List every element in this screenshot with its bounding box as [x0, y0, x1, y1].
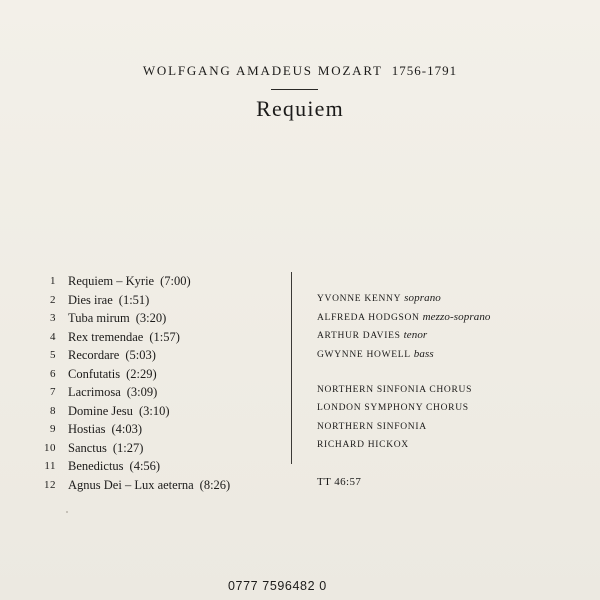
work-title: Requiem	[256, 96, 344, 121]
total-time: TT 46:57	[317, 476, 362, 488]
track-duration: (3:10)	[138, 403, 170, 418]
catalog-number: 0777 7596482 0	[228, 579, 327, 593]
track-number: 11	[44, 460, 56, 472]
soloist-credit	[317, 348, 434, 360]
ensemble-credit: LONDON SYMPHONY CHORUS	[317, 403, 469, 413]
soloist-name: ARTHUR DAVIES	[317, 331, 401, 341]
track-list	[30, 272, 280, 494]
soloist-role: mezzo-soprano	[422, 310, 491, 323]
track-title: Benedictus	[68, 459, 124, 473]
track-number: 7	[50, 386, 56, 398]
track-duration: (8:26)	[199, 477, 231, 492]
track-duration: (7:00)	[160, 274, 191, 288]
soloist-role: soprano	[404, 292, 441, 304]
soloist-name: GWYNNE HOWELL	[317, 349, 411, 360]
track-title: Requiem – Kyrie	[68, 274, 155, 288]
soloist-name: ALFREDA HODGSON	[317, 312, 420, 323]
track-duration: (1:51)	[118, 292, 150, 307]
track-number: 12	[44, 478, 56, 491]
column-divider	[291, 272, 292, 464]
track-title: Hostias	[68, 422, 106, 436]
track-duration: (1:27)	[112, 440, 144, 455]
track-item	[30, 291, 280, 310]
track-title: Lacrimosa	[68, 385, 121, 399]
track-duration: (5:03)	[125, 348, 156, 362]
track-number: 6	[50, 367, 56, 380]
track-number: 2	[50, 293, 56, 306]
track-number: 9	[50, 423, 56, 435]
soloist-credit	[317, 311, 491, 323]
soloist-role: bass	[413, 347, 434, 360]
track-item	[30, 420, 280, 439]
track-title: Agnus Dei – Lux aeterna	[68, 477, 194, 492]
track-title: Dies irae	[68, 292, 113, 307]
soloist-credit	[317, 292, 441, 304]
track-title: Rex tremendae	[68, 329, 144, 344]
track-number: 5	[50, 349, 56, 361]
track-duration: (4:56)	[129, 459, 161, 473]
track-duration: (3:09)	[126, 385, 158, 399]
track-item	[30, 402, 280, 421]
title-rule	[271, 89, 318, 90]
composer-line	[0, 63, 600, 79]
composer-years: 1756-1791	[391, 63, 458, 78]
track-title: Confutatis	[68, 366, 121, 381]
track-number: 10	[44, 441, 56, 454]
track-item	[30, 328, 280, 347]
track-number: 4	[50, 330, 56, 343]
track-number: 3	[50, 312, 56, 324]
track-title: Recordare	[68, 348, 120, 362]
track-duration: (1:57)	[149, 329, 180, 344]
track-item	[30, 476, 280, 495]
soloist-name: YVONNE KENNY	[317, 294, 402, 304]
track-number: 8	[50, 404, 56, 417]
paper-speck	[66, 511, 68, 513]
soloist-credit	[317, 329, 427, 341]
track-duration: (2:29)	[126, 366, 157, 381]
track-item	[30, 365, 280, 384]
track-item	[30, 346, 280, 365]
track-title: Domine Jesu	[68, 403, 133, 418]
track-duration: (4:03)	[111, 422, 143, 436]
track-title: Sanctus	[68, 440, 107, 455]
track-duration: (3:20)	[135, 311, 167, 325]
track-item	[30, 272, 280, 291]
track-item	[30, 383, 280, 402]
track-item	[30, 457, 280, 476]
ensemble-credit: NORTHERN SINFONIA CHORUS	[317, 384, 473, 395]
composer-name: WOLFGANG AMADEUS MOZART	[142, 63, 383, 78]
track-title: Tuba mirum	[68, 311, 130, 325]
track-item	[30, 309, 280, 328]
soloist-role: tenor	[403, 329, 428, 341]
conductor-credit: RICHARD HICKOX	[317, 440, 409, 450]
track-number: 1	[50, 275, 56, 287]
ensemble-credit: NORTHERN SINFONIA	[317, 421, 427, 432]
track-item	[30, 439, 280, 458]
